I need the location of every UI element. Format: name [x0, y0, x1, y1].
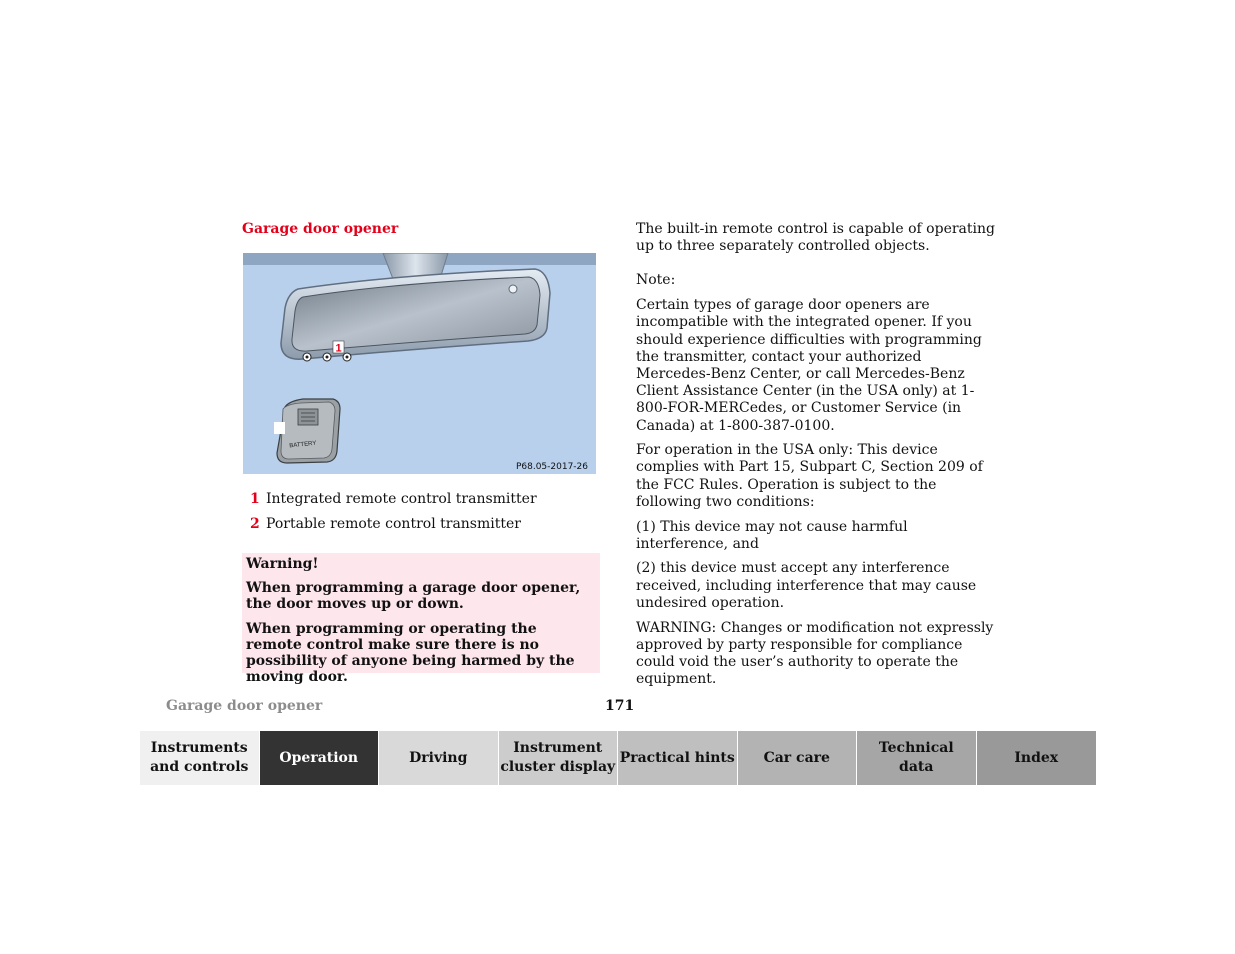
rearview-mirror-drawing	[243, 253, 596, 474]
page-number: 171	[605, 698, 635, 714]
fcc-paragraph: For operation in the USA only: This device complies with Part 15, Subpart C, Section 209 of the FCC Rules. Operation is subject to the following two conditions:	[636, 442, 983, 510]
nav-tab-label: Instruments and controls	[150, 740, 249, 775]
legend-text: Integrated remote control transmitter	[266, 491, 537, 507]
condition-1-paragraph: (1) This device may not cause harmful interference, and	[636, 518, 908, 552]
warning-paragraph: When programming a garage door opener, the door moves up or down.	[246, 580, 581, 612]
nav-tab-car-care[interactable]	[738, 731, 858, 785]
callout-2-marker	[274, 422, 285, 434]
warning-title: Warning!	[246, 556, 319, 572]
nav-tab-label: Index	[1014, 749, 1059, 766]
section-title: Garage door opener	[242, 221, 399, 237]
chapter-navigation	[140, 731, 1096, 785]
note-paragraph: Certain types of garage door openers are incompatible with the integrated opener. If you should experience difficulties with programming the transmitter, contact your authorized Mercedes-Benz Center, or call Mercedes-Benz Client Assistance Center (in the USA only) at 1-800-FOR-MERCedes, or Customer Service (in Canada) at 1-800-387-0100.	[636, 297, 982, 434]
legend-number: 1	[250, 491, 260, 507]
nav-tab-instruments-and-controls[interactable]	[140, 731, 260, 785]
nav-tab-label: Instrument cluster display	[500, 740, 616, 775]
condition-2-paragraph: (2) this device must accept any interference received, including interference that may cause undesired operation.	[636, 560, 977, 611]
nav-tab-label: Practical hints	[619, 749, 735, 766]
warning-paragraph: When programming or operating the remote control make sure there is no possibility of anyone being harmed by the moving door.	[246, 621, 575, 685]
nav-tab-instrument-cluster-display[interactable]	[499, 731, 619, 785]
nav-tab-driving[interactable]	[379, 731, 499, 785]
nav-tab-label: Driving	[409, 749, 468, 766]
battery-label: BATTERY	[289, 440, 317, 450]
fcc-warning-paragraph: WARNING: Changes or modification not expressly approved by party responsible for compliance could void the user’s authority to operate the equipment.	[636, 619, 994, 688]
legend-number: 2	[250, 516, 260, 532]
note-heading: Note:	[636, 272, 676, 289]
nav-tab-index[interactable]	[977, 731, 1097, 785]
nav-tab-operation[interactable]	[260, 731, 380, 785]
legend-item-1	[250, 490, 537, 508]
nav-tab-label: Car care	[763, 749, 830, 766]
figure-code: P68.05-2017-26	[515, 462, 588, 472]
body-text-column	[636, 221, 998, 696]
nav-tab-technical-data[interactable]	[857, 731, 977, 785]
legend-text: Portable remote control transmitter	[266, 516, 521, 532]
nav-tab-label: Technical data	[878, 740, 954, 775]
intro-paragraph: The built-in remote control is capable of operating up to three separately controlled objects.	[636, 221, 995, 255]
callout-1-label: 1	[335, 342, 342, 355]
warning-box	[242, 553, 600, 685]
mirror-illustration	[243, 253, 596, 474]
nav-tab-practical-hints[interactable]	[618, 731, 738, 785]
nav-tab-label: Operation	[279, 749, 359, 766]
footer-section-label: Garage door opener	[166, 698, 323, 714]
legend-item-2	[250, 515, 521, 533]
